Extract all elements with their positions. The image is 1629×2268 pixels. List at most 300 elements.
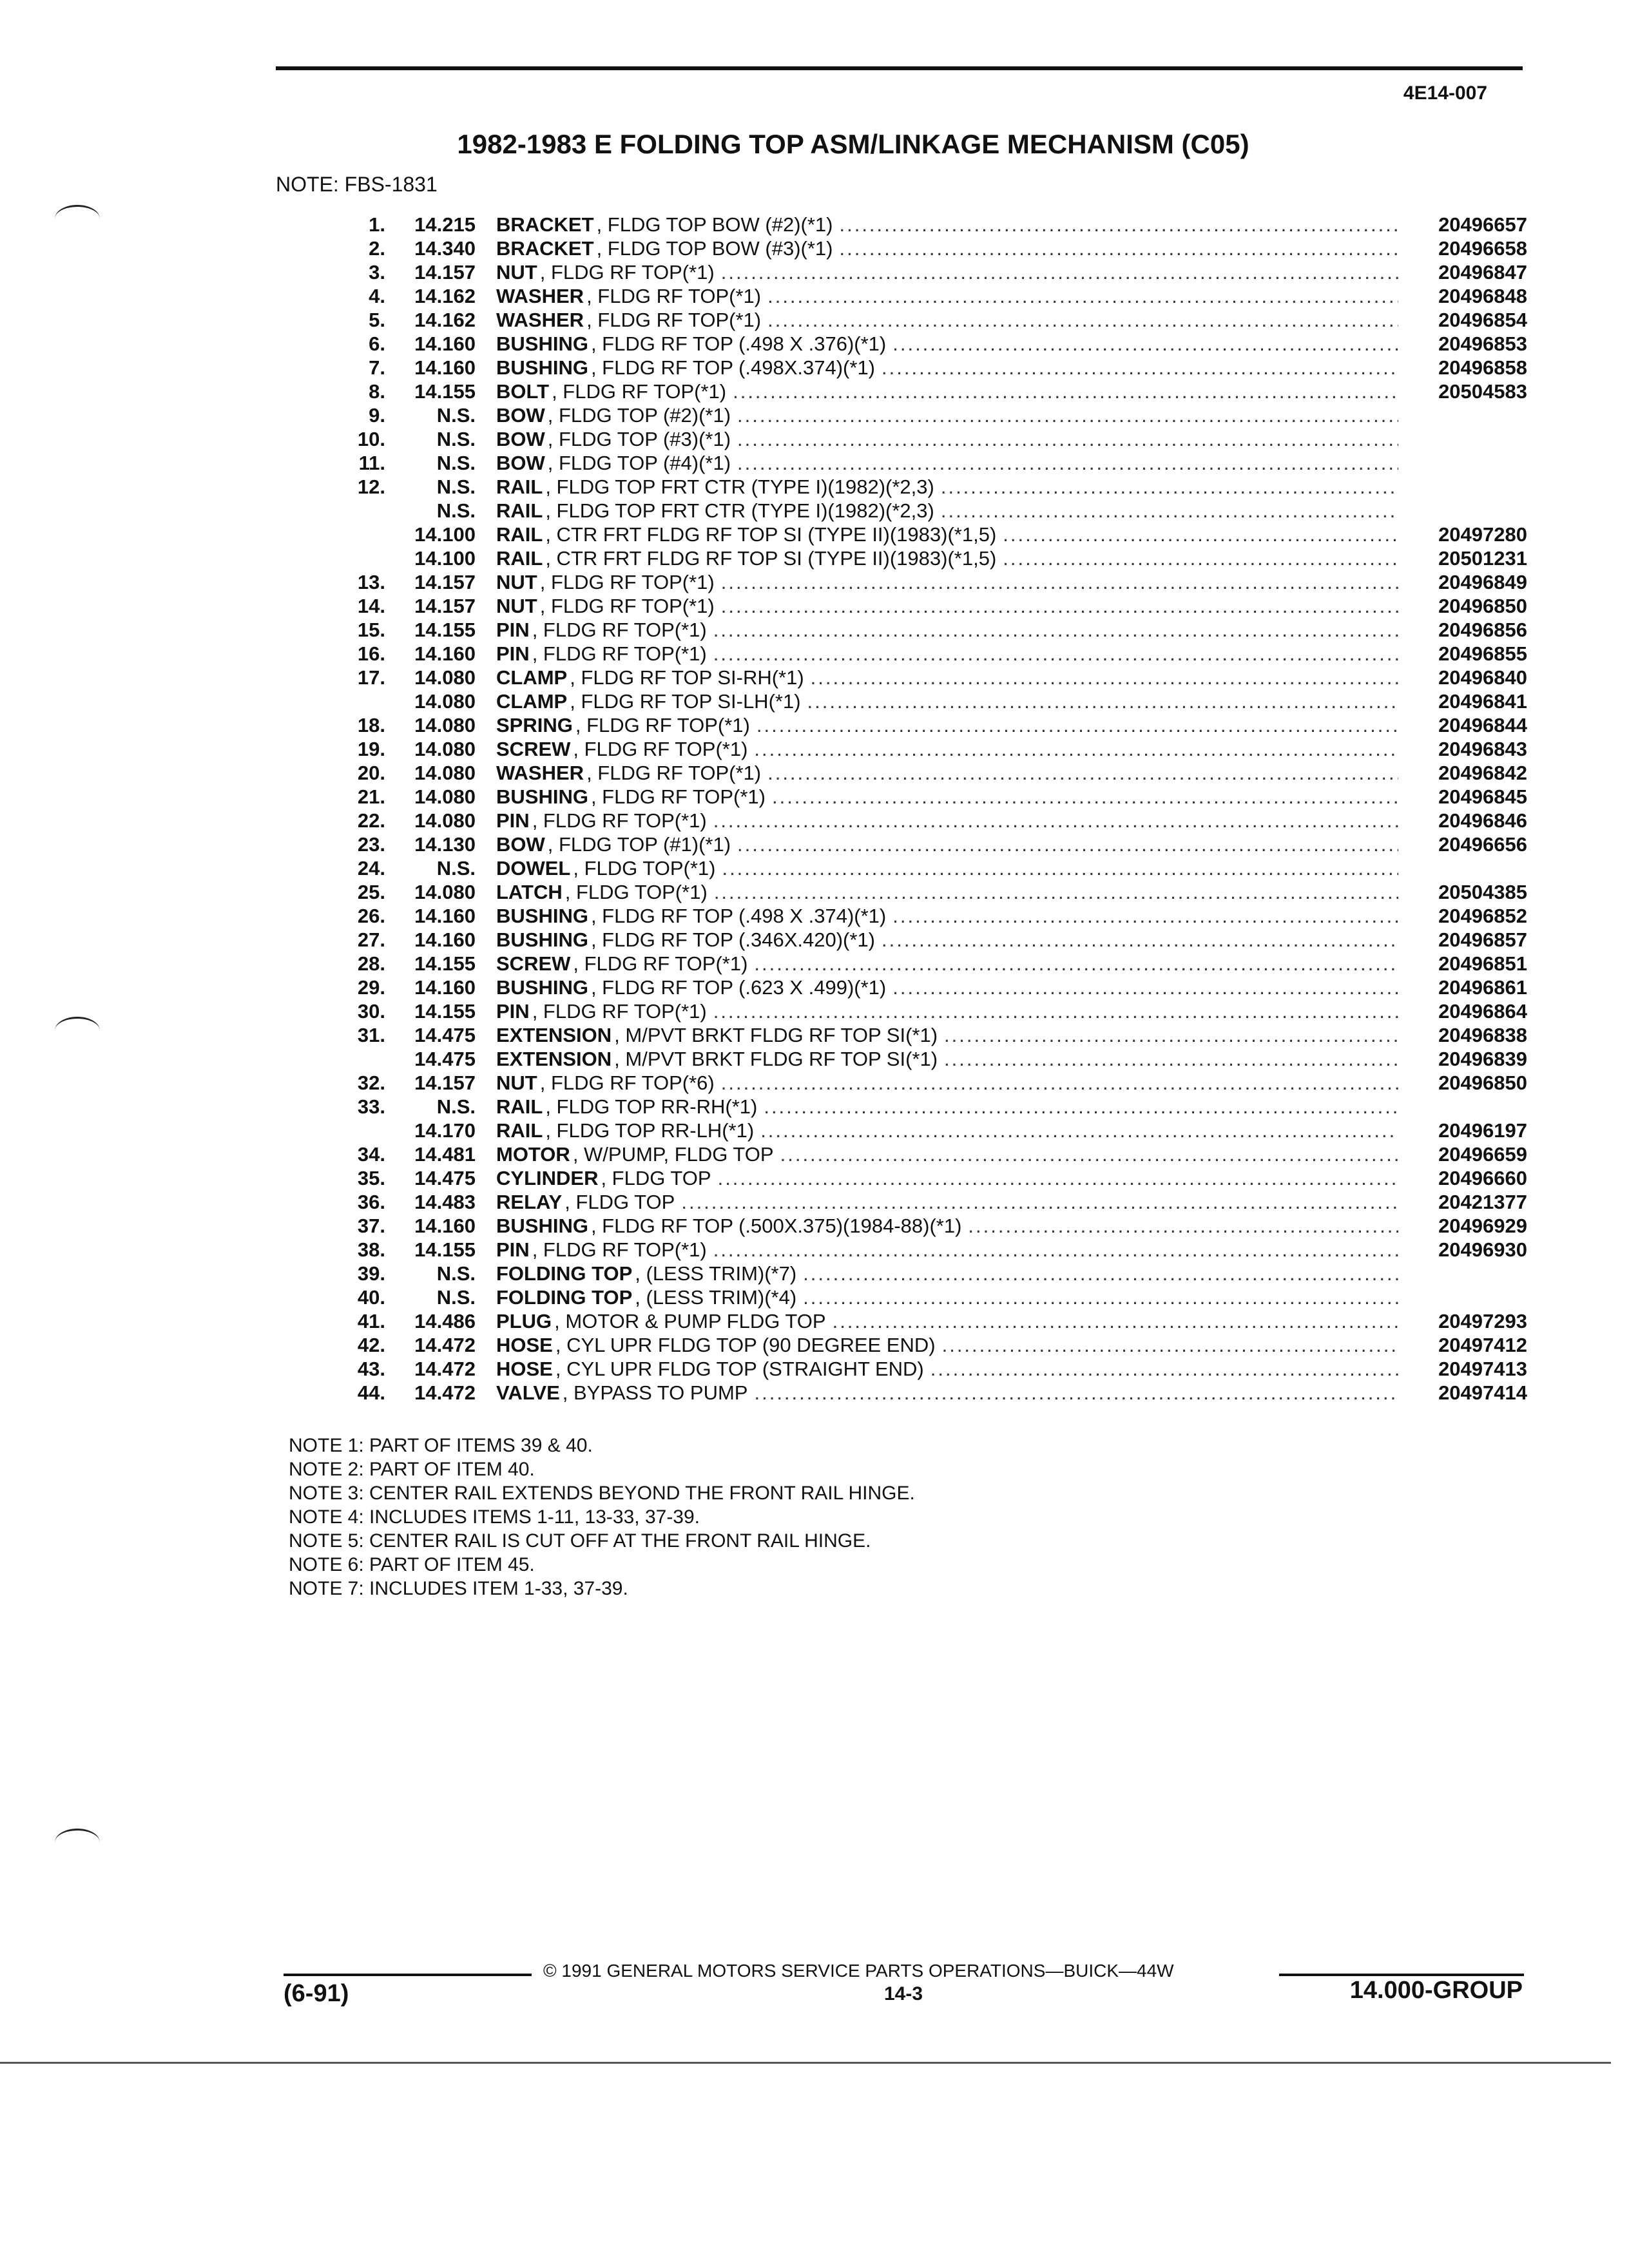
part-detail: , FLDG RF TOP(*1) — [539, 261, 715, 284]
group-number: N.S. — [436, 404, 476, 427]
group-number: 14.080 — [414, 809, 476, 832]
part-name: RAIL — [496, 547, 543, 570]
part-number: 20496847 — [1438, 261, 1527, 284]
group-number: 14.481 — [414, 1143, 476, 1166]
group-number: N.S. — [436, 1095, 476, 1118]
table-row — [303, 475, 1527, 499]
part-name: VALVE — [496, 1381, 560, 1404]
table-row — [303, 213, 1527, 236]
part-number: 20504385 — [1438, 881, 1527, 903]
part-name: BOW — [496, 833, 545, 856]
item-number: 38. — [357, 1238, 385, 1261]
part-number: 20496857 — [1438, 928, 1527, 951]
part-name: CLAMP — [496, 690, 568, 713]
part-name: RAIL — [496, 476, 543, 498]
part-detail: , FLDG RF TOP (.498X.374)(*1) — [590, 356, 876, 379]
part-detail: , FLDG RF TOP(*1) — [532, 642, 707, 665]
item-number: 12. — [357, 476, 385, 498]
item-number: 18. — [357, 714, 385, 736]
group-number: 14.162 — [414, 285, 476, 307]
group-number: 14.080 — [414, 690, 476, 713]
part-detail: , FLDG TOP FRT CTR (TYPE I)(1982)(*2,3) — [545, 476, 934, 498]
table-row — [303, 1166, 1527, 1190]
leader-dots — [757, 1095, 1398, 1119]
part-number: 20496850 — [1438, 595, 1527, 617]
part-detail: , CTR FRT FLDG RF TOP SI (TYPE II)(1983)(*1,5) — [545, 547, 997, 570]
group-number: 14.080 — [414, 666, 476, 689]
part-name: LATCH — [496, 881, 563, 903]
table-row — [303, 1095, 1527, 1119]
item-number: 21. — [357, 785, 385, 808]
item-number: 14. — [357, 595, 385, 617]
part-detail: , CTR FRT FLDG RF TOP SI (TYPE II)(1983)(*1,5) — [545, 523, 997, 546]
group-number: 14.155 — [414, 1000, 476, 1023]
part-description — [496, 1119, 1398, 1142]
part-number: 20497412 — [1438, 1334, 1527, 1356]
group-number: 14.157 — [414, 595, 476, 617]
part-number: 20496849 — [1438, 571, 1527, 593]
group-number: 14.170 — [414, 1119, 476, 1142]
part-detail: , CYL UPR FLDG TOP (90 DEGREE END) — [555, 1334, 936, 1356]
item-number: 28. — [357, 952, 385, 975]
item-number: 32. — [357, 1072, 385, 1094]
part-detail: , FLDG RF TOP (.346X.420)(*1) — [590, 928, 876, 951]
leader-dots — [761, 761, 1398, 785]
note-line: NOTE 1: PART OF ITEMS 39 & 40. — [289, 1435, 593, 1456]
leader-dots — [761, 284, 1398, 308]
part-number: 20496850 — [1438, 1072, 1527, 1094]
part-number: 20496854 — [1438, 309, 1527, 331]
part-number: 20496848 — [1438, 285, 1527, 307]
part-detail: , M/PVT BRKT FLDG RF TOP SI(*1) — [614, 1048, 938, 1070]
part-description — [496, 570, 1398, 594]
table-row — [303, 642, 1527, 666]
part-description — [496, 427, 1398, 451]
part-description — [496, 737, 1398, 761]
item-number: 43. — [357, 1358, 385, 1380]
part-number: 20496656 — [1438, 833, 1527, 856]
part-detail: , FLDG RF TOP(*1) — [539, 595, 715, 617]
leader-dots — [886, 332, 1398, 356]
item-number: 5. — [369, 309, 385, 331]
table-row — [303, 618, 1527, 642]
part-name: BUSHING — [496, 332, 588, 355]
group-number: 14.080 — [414, 714, 476, 736]
part-description — [496, 499, 1398, 523]
item-number: 3. — [369, 261, 385, 284]
group-number: 14.160 — [414, 1215, 476, 1237]
part-name: RELAY — [496, 1191, 563, 1213]
table-row — [303, 785, 1527, 809]
table-row — [303, 308, 1527, 332]
item-number: 24. — [357, 857, 385, 879]
item-number: 31. — [357, 1024, 385, 1046]
part-number: 20496659 — [1438, 1143, 1527, 1166]
part-name: DOWEL — [496, 857, 571, 879]
part-name: PIN — [496, 1000, 530, 1023]
table-row — [303, 1309, 1527, 1333]
part-detail: , FLDG TOP — [564, 1191, 675, 1213]
leader-dots — [707, 809, 1398, 832]
table-row — [303, 856, 1527, 880]
leader-dots — [886, 975, 1398, 999]
item-number: 37. — [357, 1215, 385, 1237]
note-line: NOTE 6: PART OF ITEM 45. — [289, 1554, 535, 1575]
part-detail: , CYL UPR FLDG TOP (STRAIGHT END) — [555, 1358, 924, 1380]
leader-dots — [707, 999, 1398, 1023]
leader-dots — [934, 499, 1398, 523]
part-description — [496, 1262, 1398, 1285]
leader-dots — [826, 1309, 1398, 1333]
table-row — [303, 1333, 1527, 1357]
table-row — [303, 403, 1527, 427]
part-detail: , FLDG TOP (#4)(*1) — [547, 452, 731, 474]
group-number: 14.160 — [414, 976, 476, 999]
part-description — [496, 761, 1398, 785]
part-name: RAIL — [496, 499, 543, 522]
part-description — [496, 1071, 1398, 1095]
part-description — [496, 1333, 1398, 1357]
group-number: 14.486 — [414, 1310, 476, 1332]
table-row — [303, 594, 1527, 618]
part-name: BOW — [496, 428, 545, 450]
part-detail: , FLDG TOP BOW (#3)(*1) — [596, 237, 833, 260]
group-number: 14.080 — [414, 738, 476, 760]
leader-dots — [675, 1190, 1398, 1214]
leader-dots — [750, 713, 1398, 737]
part-name: SCREW — [496, 952, 571, 975]
part-name: BUSHING — [496, 356, 588, 379]
footer-rule-right — [1279, 1974, 1524, 1976]
part-number: 20421377 — [1438, 1191, 1527, 1213]
leader-dots — [715, 1071, 1398, 1095]
part-name: SPRING — [496, 714, 573, 736]
item-number: 25. — [357, 881, 385, 903]
copyright-text: © 1991 GENERAL MOTORS SERVICE PARTS OPERATIONS—BUICK—44W — [543, 1961, 1174, 1981]
part-name: NUT — [496, 1072, 537, 1094]
revision-date: (6-91) — [284, 1980, 349, 2007]
leader-dots — [766, 785, 1398, 809]
item-number: 36. — [357, 1191, 385, 1213]
table-row — [303, 928, 1527, 952]
group-number: N.S. — [436, 1262, 476, 1285]
part-description — [496, 546, 1398, 570]
part-detail: , FLDG RF TOP (.498 X .374)(*1) — [590, 905, 887, 927]
table-row — [303, 1262, 1527, 1285]
group-number: 14.215 — [414, 213, 476, 236]
part-number: 20496842 — [1438, 762, 1527, 784]
group-number: 14.155 — [414, 380, 476, 403]
part-detail: , FLDG RF TOP(*1) — [552, 380, 727, 403]
part-description — [496, 1309, 1398, 1333]
leader-dots — [801, 689, 1398, 713]
part-detail: , FLDG TOP BOW (#2)(*1) — [596, 213, 833, 236]
table-row — [303, 1357, 1527, 1381]
item-number: 23. — [357, 833, 385, 856]
part-detail: , (LESS TRIM)(*4) — [635, 1286, 797, 1309]
part-number: 20496660 — [1438, 1167, 1527, 1189]
part-number: 20496845 — [1438, 785, 1527, 808]
note-line: NOTE 2: PART OF ITEM 40. — [289, 1459, 535, 1480]
part-detail: , FLDG RF TOP(*1) — [586, 762, 762, 784]
table-row — [303, 880, 1527, 904]
item-number: 10. — [357, 428, 385, 450]
part-number: 20496658 — [1438, 237, 1527, 260]
part-name: BRACKET — [496, 213, 594, 236]
part-detail: , (LESS TRIM)(*7) — [635, 1262, 797, 1285]
binding-hole-mark — [55, 1017, 100, 1044]
note-line: NOTE 7: INCLUDES ITEM 1-33, 37-39. — [289, 1578, 628, 1599]
part-detail: , FLDG RF TOP SI-RH(*1) — [570, 666, 804, 689]
part-number: 20496864 — [1438, 1000, 1527, 1023]
part-name: BUSHING — [496, 1215, 588, 1237]
group-number: 14.080 — [414, 762, 476, 784]
part-number: 20496844 — [1438, 714, 1527, 736]
table-row — [303, 1381, 1527, 1405]
part-detail: , MOTOR & PUMP FLDG TOP — [554, 1310, 826, 1332]
part-name: BOW — [496, 452, 545, 474]
part-detail: , FLDG TOP FRT CTR (TYPE I)(1982)(*2,3) — [545, 499, 934, 522]
part-detail: , FLDG TOP — [601, 1167, 711, 1189]
table-row — [303, 1285, 1527, 1309]
group-number: 14.475 — [414, 1048, 476, 1070]
part-detail: , FLDG RF TOP(*1) — [590, 785, 766, 808]
part-description — [496, 785, 1398, 809]
part-description — [496, 284, 1398, 308]
group-number: 14.340 — [414, 237, 476, 260]
part-description — [496, 451, 1398, 475]
part-detail: , FLDG RF TOP(*6) — [539, 1072, 715, 1094]
item-number: 15. — [357, 619, 385, 641]
leader-dots — [731, 427, 1398, 451]
part-name: NUT — [496, 595, 537, 617]
page-number: 14-3 — [884, 1983, 923, 2004]
part-name: PIN — [496, 1238, 530, 1261]
leader-dots — [715, 594, 1398, 618]
table-row — [303, 809, 1527, 832]
group-number: 14.100 — [414, 547, 476, 570]
part-description — [496, 380, 1398, 403]
leader-dots — [731, 403, 1398, 427]
part-name: RAIL — [496, 523, 543, 546]
group-number: N.S. — [436, 857, 476, 879]
table-row — [303, 570, 1527, 594]
group-number: 14.162 — [414, 309, 476, 331]
part-detail: , FLDG RF TOP(*1) — [575, 714, 750, 736]
part-name: BRACKET — [496, 237, 594, 260]
part-description — [496, 928, 1398, 952]
table-row — [303, 1214, 1527, 1238]
item-number: 39. — [357, 1262, 385, 1285]
leader-dots — [707, 642, 1398, 666]
item-number: 8. — [369, 380, 385, 403]
table-row — [303, 1238, 1527, 1262]
part-name: HOSE — [496, 1334, 553, 1356]
part-description — [496, 213, 1398, 236]
part-description — [496, 1190, 1398, 1214]
part-name: HOSE — [496, 1358, 553, 1380]
group-number: 14.472 — [414, 1358, 476, 1380]
leader-dots — [708, 880, 1398, 904]
leader-dots — [761, 308, 1398, 332]
item-number: 17. — [357, 666, 385, 689]
leader-dots — [747, 1381, 1398, 1405]
group-number: 14.157 — [414, 1072, 476, 1094]
item-number: 42. — [357, 1334, 385, 1356]
table-row — [303, 999, 1527, 1023]
part-name: PIN — [496, 619, 530, 641]
part-description — [496, 1047, 1398, 1071]
part-description — [496, 832, 1398, 856]
table-row — [303, 380, 1527, 403]
group-number: 14.160 — [414, 642, 476, 665]
group-number: 14.472 — [414, 1334, 476, 1356]
note-line: NOTE 3: CENTER RAIL EXTENDS BEYOND THE FRONT RAIL HINGE. — [289, 1483, 915, 1504]
group-number: 14.155 — [414, 619, 476, 641]
table-row — [303, 737, 1527, 761]
part-description — [496, 689, 1398, 713]
part-name: RAIL — [496, 1095, 543, 1118]
part-number: 20496841 — [1438, 690, 1527, 713]
leader-dots — [938, 1023, 1398, 1047]
part-description — [496, 1357, 1398, 1381]
part-name: PIN — [496, 809, 530, 832]
item-number: 13. — [357, 571, 385, 593]
part-name: EXTENSION — [496, 1048, 612, 1070]
item-number: 30. — [357, 1000, 385, 1023]
group-number: 14.155 — [414, 952, 476, 975]
leader-dots — [711, 1166, 1398, 1190]
part-number: 20496929 — [1438, 1215, 1527, 1237]
table-row — [303, 1142, 1527, 1166]
part-detail: , FLDG RF TOP (.623 X .499)(*1) — [590, 976, 887, 999]
leader-dots — [833, 236, 1398, 260]
leader-dots — [731, 832, 1398, 856]
leader-dots — [731, 451, 1398, 475]
part-name: CLAMP — [496, 666, 568, 689]
item-number: 35. — [357, 1167, 385, 1189]
item-number: 6. — [369, 332, 385, 355]
part-name: BOLT — [496, 380, 550, 403]
part-number: 20496855 — [1438, 642, 1527, 665]
part-detail: , FLDG RF TOP SI-LH(*1) — [570, 690, 801, 713]
part-description — [496, 904, 1398, 928]
leader-dots — [996, 523, 1398, 546]
part-detail: , FLDG TOP(*1) — [564, 881, 708, 903]
item-number: 19. — [357, 738, 385, 760]
part-number: 20496843 — [1438, 738, 1527, 760]
leader-dots — [726, 380, 1398, 403]
part-name: BUSHING — [496, 785, 588, 808]
item-number: 2. — [369, 237, 385, 260]
part-name: BUSHING — [496, 905, 588, 927]
table-row — [303, 832, 1527, 856]
group-number: 14.080 — [414, 785, 476, 808]
part-detail: , M/PVT BRKT FLDG RF TOP SI(*1) — [614, 1024, 938, 1046]
part-description — [496, 713, 1398, 737]
part-description — [496, 952, 1398, 975]
item-number: 44. — [357, 1381, 385, 1404]
table-row — [303, 952, 1527, 975]
part-detail: , FLDG RF TOP(*1) — [532, 619, 707, 641]
part-name: CYLINDER — [496, 1167, 599, 1189]
group-number: N.S. — [436, 499, 476, 522]
table-row — [303, 546, 1527, 570]
group-number: 14.155 — [414, 1238, 476, 1261]
part-detail: , FLDG RF TOP (.500X.375)(1984-88)(*1) — [590, 1215, 962, 1237]
part-description — [496, 975, 1398, 999]
part-description — [496, 308, 1398, 332]
group-number: 14.157 — [414, 261, 476, 284]
table-row — [303, 1119, 1527, 1142]
notes-section — [289, 1434, 915, 1600]
group-number: N.S. — [436, 476, 476, 498]
part-name: EXTENSION — [496, 1024, 612, 1046]
part-number: 20496839 — [1438, 1048, 1527, 1070]
part-description — [496, 642, 1398, 666]
part-detail: , BYPASS TO PUMP — [562, 1381, 748, 1404]
part-detail: , FLDG TOP (#3)(*1) — [547, 428, 731, 450]
leader-dots — [754, 1119, 1398, 1142]
table-row — [303, 499, 1527, 523]
item-number: 29. — [357, 976, 385, 999]
part-number: 20504583 — [1438, 380, 1527, 403]
part-description — [496, 666, 1398, 689]
table-row — [303, 904, 1527, 928]
item-number: 22. — [357, 809, 385, 832]
part-description — [496, 403, 1398, 427]
part-detail: , W/PUMP, FLDG TOP — [572, 1143, 774, 1166]
part-number: 20496852 — [1438, 905, 1527, 927]
part-description — [496, 1023, 1398, 1047]
table-row — [303, 713, 1527, 737]
group-number: 14.475 — [414, 1167, 476, 1189]
group-number: 14.160 — [414, 356, 476, 379]
part-name: FOLDING TOP — [496, 1262, 633, 1285]
parts-list — [303, 213, 1527, 1405]
part-detail: , FLDG RF TOP (.498 X .376)(*1) — [590, 332, 887, 355]
page-title: 1982-1983 E FOLDING TOP ASM/LINKAGE MECHANISM (C05) — [457, 129, 1249, 159]
part-detail: , FLDG RF TOP(*1) — [539, 571, 715, 593]
item-number: 41. — [357, 1310, 385, 1332]
leader-dots — [875, 356, 1398, 380]
part-name: PIN — [496, 642, 530, 665]
part-name: BUSHING — [496, 976, 588, 999]
part-detail: , FLDG TOP RR-LH(*1) — [545, 1119, 755, 1142]
leader-dots — [747, 737, 1398, 761]
table-row — [303, 1047, 1527, 1071]
part-description — [496, 1142, 1398, 1166]
part-detail: , FLDG RF TOP(*1) — [573, 952, 748, 975]
table-row — [303, 427, 1527, 451]
item-number: 1. — [369, 213, 385, 236]
part-description — [496, 1095, 1398, 1119]
leader-dots — [707, 1238, 1398, 1262]
part-name: WASHER — [496, 309, 584, 331]
leader-dots — [924, 1357, 1398, 1381]
part-name: SCREW — [496, 738, 571, 760]
part-detail: , FLDG TOP(*1) — [573, 857, 716, 879]
leader-dots — [886, 904, 1398, 928]
part-name: PLUG — [496, 1310, 552, 1332]
leader-dots — [715, 260, 1398, 284]
table-row — [303, 356, 1527, 380]
leader-dots — [804, 666, 1398, 689]
part-description — [496, 236, 1398, 260]
table-row — [303, 1071, 1527, 1095]
table-row — [303, 260, 1527, 284]
part-name: WASHER — [496, 285, 584, 307]
